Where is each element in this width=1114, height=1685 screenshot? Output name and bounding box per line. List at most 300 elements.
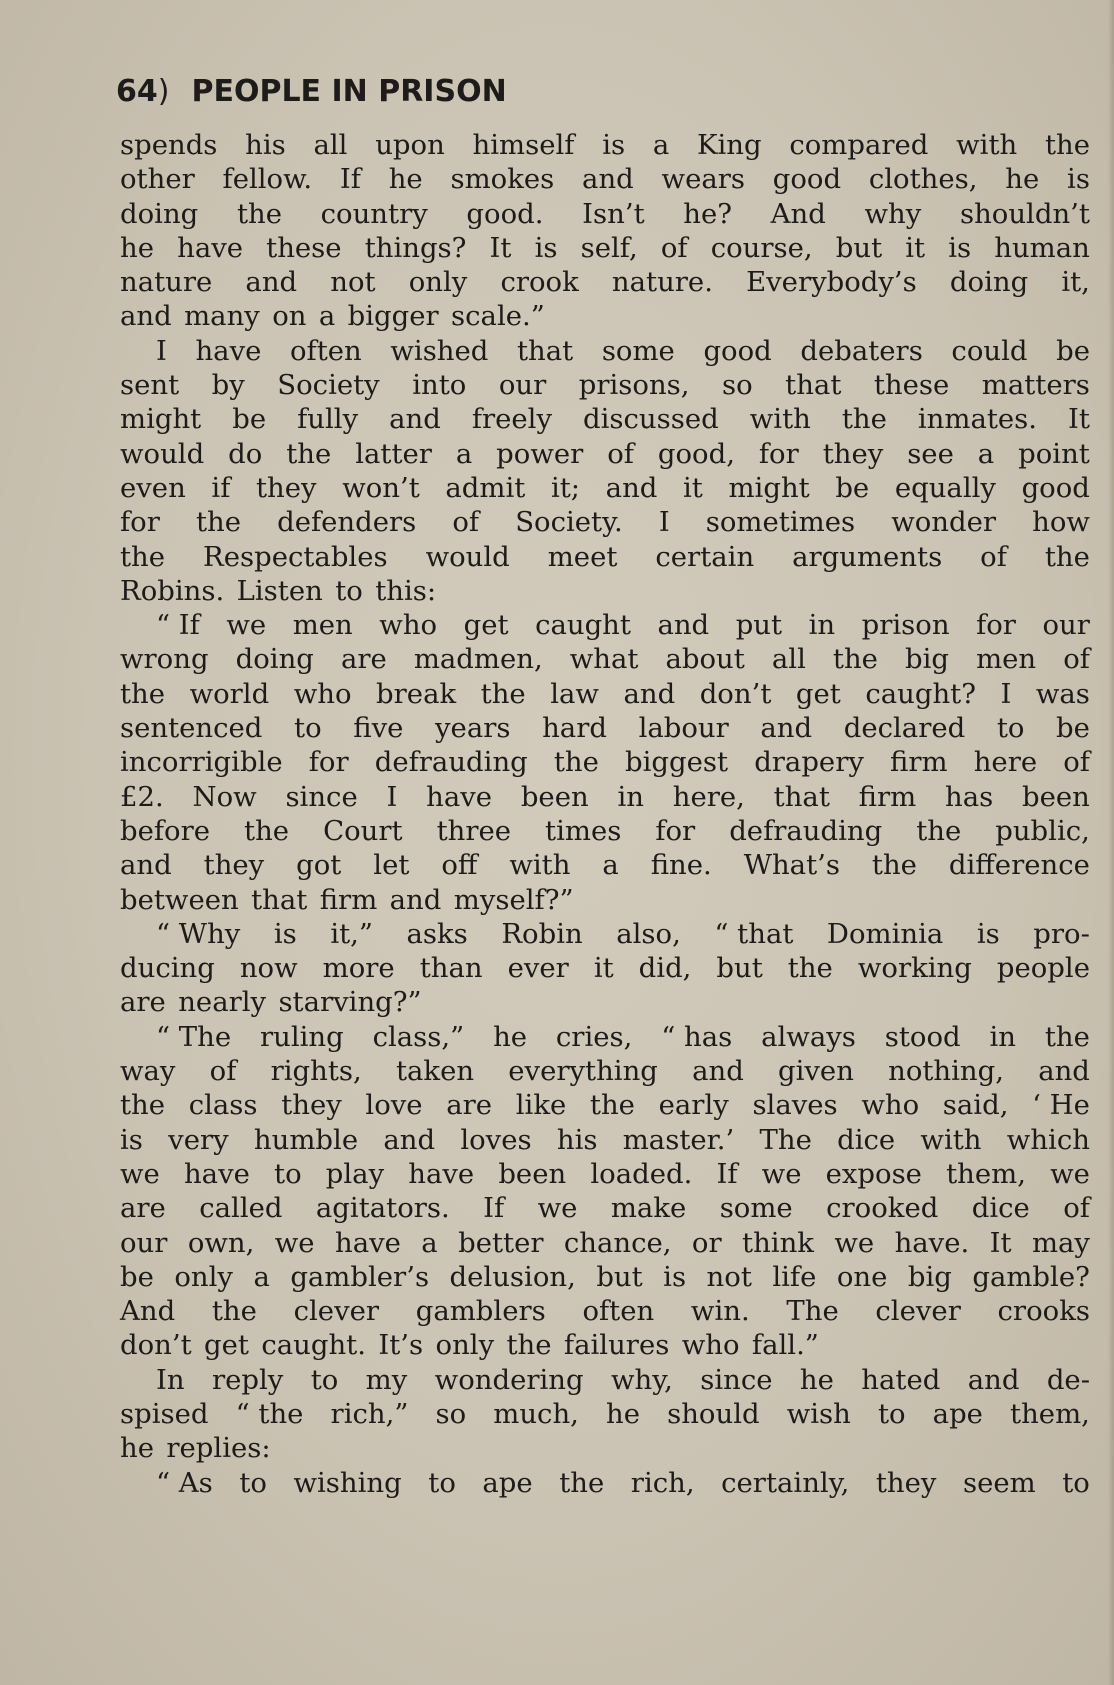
word: these <box>266 231 342 264</box>
word: ducing <box>120 952 215 985</box>
text-line <box>120 883 1090 917</box>
word: Respectables <box>203 540 388 573</box>
word: how <box>1032 506 1090 539</box>
word: with <box>749 403 811 436</box>
word: are <box>120 1192 166 1225</box>
word: who <box>293 677 352 710</box>
word: it <box>905 231 926 264</box>
word: The <box>786 1295 839 1328</box>
word: a <box>253 1260 270 1293</box>
word: got <box>296 849 342 882</box>
word: to <box>310 1363 339 1396</box>
word: who <box>861 1089 920 1122</box>
word: latter <box>355 437 432 470</box>
word: the <box>244 814 290 847</box>
word: by <box>211 369 245 402</box>
word: ‘ He <box>1032 1089 1090 1122</box>
word: doing <box>235 643 314 676</box>
text-line <box>120 1466 1090 1500</box>
text-line <box>120 780 1090 814</box>
word: ape <box>482 1466 533 1499</box>
word: not <box>706 1260 752 1293</box>
word: In <box>156 1363 185 1396</box>
word: the <box>1044 129 1090 161</box>
word: that <box>251 883 308 916</box>
word: better <box>458 1226 544 1259</box>
word: we <box>834 1226 875 1259</box>
word: in <box>808 609 836 642</box>
word: cries, <box>555 1020 633 1053</box>
word: with <box>509 849 571 882</box>
text-line <box>120 985 1090 1019</box>
word: between <box>120 883 239 916</box>
word: of <box>1063 643 1090 676</box>
word: dice <box>837 1123 896 1156</box>
word: that <box>517 334 574 367</box>
page-edge-shadow <box>1108 0 1114 1685</box>
text-line <box>120 1363 1090 1397</box>
word: we <box>1050 1157 1090 1190</box>
word: they <box>256 471 317 504</box>
word: nature <box>120 266 213 299</box>
text-line <box>120 299 1090 333</box>
text-line <box>120 711 1090 745</box>
word: prison <box>861 609 950 642</box>
word: arguments <box>792 540 943 573</box>
word: since <box>700 1363 773 1396</box>
word: fellow. <box>222 163 313 196</box>
word: for <box>120 506 160 539</box>
text-line <box>120 1431 1090 1465</box>
word: if <box>211 471 231 504</box>
word: delusion, <box>449 1260 576 1293</box>
word: Dominia <box>826 917 944 950</box>
word: the <box>480 677 526 710</box>
word: he? <box>683 197 733 230</box>
word: would <box>120 437 205 470</box>
word: so <box>722 369 753 402</box>
word: they <box>203 849 265 882</box>
word: some <box>601 334 675 367</box>
word: life <box>772 1260 817 1293</box>
word: for <box>976 609 1016 642</box>
word: not <box>330 266 376 299</box>
word: much, <box>493 1397 579 1430</box>
word: labour <box>638 712 729 745</box>
word: or <box>691 1226 722 1259</box>
word: the <box>120 540 166 573</box>
word: everything <box>508 1055 658 1088</box>
word: The <box>759 1123 812 1156</box>
word: It’s <box>378 1329 424 1362</box>
word: we <box>226 609 267 642</box>
word: things? <box>364 231 467 264</box>
word: been <box>1022 780 1090 813</box>
word: win. <box>690 1295 750 1328</box>
word: and <box>657 609 710 642</box>
word: biggest <box>625 746 729 779</box>
word: nearly <box>178 986 267 1019</box>
word: ape <box>932 1397 983 1430</box>
word: the <box>832 643 878 676</box>
word: self, <box>580 231 638 264</box>
word: taken <box>395 1055 475 1088</box>
word: certainly, <box>721 1466 850 1499</box>
word: for <box>758 437 799 470</box>
word: they <box>875 1466 937 1499</box>
word: we <box>537 1192 578 1225</box>
text-line <box>120 402 1090 436</box>
word: asks <box>406 917 468 950</box>
word: “ If <box>156 609 200 642</box>
word: King <box>696 129 762 161</box>
word: in <box>989 1020 1016 1053</box>
word: doing <box>120 197 199 230</box>
word: power <box>496 437 584 470</box>
word: but <box>596 1260 643 1293</box>
word: might <box>120 403 202 436</box>
word: good. <box>466 197 544 230</box>
word: upon <box>375 129 445 161</box>
word: make <box>610 1192 687 1225</box>
word: clothes, <box>868 163 978 196</box>
word: that <box>785 369 842 402</box>
word: he <box>493 1020 528 1053</box>
word: I <box>1000 677 1012 710</box>
word: it,” <box>330 917 373 950</box>
word: often <box>582 1295 655 1328</box>
word: own, <box>187 1226 255 1259</box>
word: fine. <box>650 849 712 882</box>
word: Court <box>323 814 403 847</box>
word: a <box>318 300 336 333</box>
word: are <box>340 643 387 676</box>
word: clever <box>875 1295 961 1328</box>
text-line <box>120 1088 1090 1122</box>
word: they <box>281 1089 342 1122</box>
word: be <box>1056 334 1090 367</box>
word: is <box>273 917 297 950</box>
text-line <box>120 231 1090 265</box>
word: and <box>1038 1055 1090 1088</box>
word: men <box>976 643 1037 676</box>
word: to <box>294 712 322 745</box>
word: don’t <box>699 677 772 710</box>
word: to <box>428 1466 456 1499</box>
word: is <box>976 917 1000 950</box>
word: I <box>386 780 398 813</box>
word: a <box>977 437 995 470</box>
word: admit <box>445 471 526 504</box>
word: “ As <box>156 1466 213 1499</box>
word: times <box>545 814 622 847</box>
text-line <box>120 677 1090 711</box>
word: debaters <box>800 334 923 367</box>
word: like <box>515 1089 567 1122</box>
word: and <box>389 403 441 436</box>
word: love <box>365 1089 423 1122</box>
word: compared <box>789 129 929 161</box>
word: are <box>446 1089 493 1122</box>
word: caught. <box>261 1329 366 1362</box>
word: public, <box>995 814 1090 847</box>
word: defrauding <box>374 746 528 779</box>
word: good, <box>657 437 735 470</box>
word: why, <box>611 1363 673 1396</box>
word: who <box>681 1329 740 1362</box>
text-line <box>120 540 1090 574</box>
text-line <box>120 1020 1090 1054</box>
word: all <box>313 129 348 161</box>
word: why <box>864 197 922 230</box>
word: What’s <box>743 849 840 882</box>
word: we <box>120 1157 160 1190</box>
word: did, <box>638 952 692 985</box>
word: fall.” <box>751 1329 819 1362</box>
word: starving?” <box>278 986 422 1019</box>
word: agitators. <box>315 1192 450 1225</box>
word: years <box>435 712 511 745</box>
word: fully <box>297 403 359 436</box>
word: he <box>120 231 154 264</box>
word: wishing <box>293 1466 402 1499</box>
running-head <box>116 72 507 112</box>
word: my <box>365 1363 408 1396</box>
word: “ the <box>235 1397 304 1430</box>
text-line <box>120 1226 1090 1260</box>
word: to <box>877 1397 906 1430</box>
word: And <box>120 1295 176 1328</box>
word: the <box>589 1089 635 1122</box>
word: be <box>835 471 870 504</box>
word: have <box>195 334 262 367</box>
word: it; <box>550 471 581 504</box>
word: law <box>550 677 599 710</box>
text-line <box>120 1294 1090 1328</box>
word: and <box>605 471 658 504</box>
word: crook <box>500 266 579 299</box>
text-line <box>120 608 1090 642</box>
word: country <box>320 197 428 230</box>
word: only <box>408 266 468 299</box>
word: the <box>871 849 917 882</box>
word: what <box>569 643 639 676</box>
word: good <box>772 163 842 196</box>
word: also, <box>616 917 681 950</box>
word: madmen, <box>413 643 543 676</box>
word: Robin <box>501 917 583 950</box>
word: now <box>239 952 298 985</box>
word: ruling <box>259 1020 344 1053</box>
word: off <box>441 849 478 882</box>
word: all <box>771 643 806 676</box>
word: failures <box>563 1329 670 1362</box>
word: of <box>980 540 1007 573</box>
word: ever <box>507 952 569 985</box>
word: master.’ <box>622 1123 735 1156</box>
word: the <box>916 814 962 847</box>
text-line <box>120 505 1090 539</box>
word: big <box>905 643 950 676</box>
word: we <box>761 1157 802 1190</box>
word: is <box>602 129 626 161</box>
word: and <box>623 677 676 710</box>
word: our <box>1042 609 1090 642</box>
word: only <box>435 1329 495 1362</box>
word: them, <box>946 1157 1026 1190</box>
word: he <box>1005 163 1040 196</box>
word: gambler’s <box>290 1260 430 1293</box>
word: to <box>274 1157 302 1190</box>
word: on <box>272 300 307 333</box>
word: have <box>177 231 244 264</box>
word: dice <box>971 1192 1030 1225</box>
word: seem <box>962 1466 1036 1499</box>
word: £2. <box>120 780 164 813</box>
word: stood <box>884 1020 961 1053</box>
word: is <box>948 231 972 264</box>
word: declared <box>843 712 966 745</box>
word: five <box>353 712 404 745</box>
word: prisons, <box>578 369 690 402</box>
word: sent <box>120 369 180 402</box>
word: I <box>156 334 167 367</box>
word: these <box>873 369 950 402</box>
word: of <box>209 1055 237 1088</box>
word: If <box>716 1157 738 1190</box>
word: meet <box>547 540 618 573</box>
word: nature. <box>611 266 713 299</box>
word: to <box>996 712 1025 745</box>
word: should <box>667 1397 760 1430</box>
word: with <box>920 1123 982 1156</box>
word: only <box>174 1260 233 1293</box>
word: doing <box>949 266 1029 299</box>
word: given <box>778 1055 854 1088</box>
word: of <box>607 437 634 470</box>
word: rights, <box>270 1055 362 1088</box>
word: slaves <box>752 1089 838 1122</box>
word: and <box>967 1363 1020 1396</box>
word: “ has <box>661 1020 733 1053</box>
word: be <box>120 1260 154 1293</box>
word: nothing, <box>888 1055 1004 1088</box>
word: often <box>289 334 362 367</box>
word: the <box>1044 540 1090 573</box>
word: class <box>188 1089 258 1122</box>
word: he <box>388 163 423 196</box>
word: point <box>1018 437 1090 470</box>
word: the <box>211 1295 257 1328</box>
word: pro- <box>1033 917 1090 950</box>
word: wish <box>786 1397 851 1430</box>
word: the <box>506 1329 552 1362</box>
word: clever <box>293 1295 380 1328</box>
word: and <box>120 300 172 333</box>
word: been <box>520 780 589 813</box>
word: and <box>760 712 813 745</box>
word: the <box>841 403 887 436</box>
word: he <box>120 1432 154 1465</box>
word: wished <box>390 334 489 367</box>
word: is <box>1067 163 1090 196</box>
word: get <box>795 677 841 710</box>
word: Everybody’s <box>746 266 917 299</box>
word: rich,” <box>330 1397 409 1430</box>
word: firm <box>319 883 378 916</box>
text-line <box>120 368 1090 402</box>
word: spends <box>120 129 218 161</box>
word: about <box>665 643 745 676</box>
word: we <box>274 1226 315 1259</box>
word: some <box>719 1192 793 1225</box>
word: reply <box>211 1363 284 1396</box>
text-line <box>120 814 1090 848</box>
word: other <box>120 163 195 196</box>
word: but <box>716 952 763 985</box>
word: Society. <box>515 506 623 539</box>
word: may <box>1031 1226 1090 1259</box>
word: would <box>425 540 510 573</box>
word: get <box>463 609 509 642</box>
word: early <box>658 1089 729 1122</box>
word: get <box>204 1329 249 1362</box>
word: they <box>822 437 884 470</box>
word: which <box>1006 1123 1090 1156</box>
text-line <box>120 197 1090 231</box>
word: and <box>692 1055 744 1088</box>
word: working <box>857 952 972 985</box>
word: the <box>1044 1020 1090 1053</box>
word: myself?” <box>453 883 574 916</box>
word: caught <box>535 609 631 642</box>
word: and <box>582 163 634 196</box>
word: been <box>498 1157 567 1190</box>
word: it <box>683 471 703 504</box>
word: hard <box>542 712 607 745</box>
word: one <box>836 1260 888 1293</box>
word: a <box>652 129 670 161</box>
word: loaded. <box>590 1157 693 1190</box>
word: a <box>421 1226 438 1259</box>
word: could <box>951 334 1028 367</box>
word: do <box>228 437 263 470</box>
page-number: 64 <box>116 74 158 109</box>
word: play <box>325 1157 385 1190</box>
text-line <box>120 642 1090 676</box>
word: scale.” <box>451 300 545 333</box>
word: a <box>602 849 619 882</box>
word: shouldn’t <box>959 197 1090 230</box>
text-line <box>120 1054 1090 1088</box>
word: the <box>236 197 282 230</box>
word: inmates. <box>917 403 1038 436</box>
word: Listen <box>236 574 323 607</box>
text-line <box>120 1397 1090 1431</box>
word: put <box>735 609 783 642</box>
word: it, <box>1061 266 1090 299</box>
word: “ that <box>714 917 794 950</box>
word: de- <box>1046 1363 1090 1396</box>
word: And <box>770 197 826 230</box>
word: with <box>956 129 1018 161</box>
running-title: PEOPLE IN PRISON <box>191 74 507 109</box>
text-line <box>120 437 1090 471</box>
word: called <box>199 1192 283 1225</box>
word: let <box>373 849 410 882</box>
word: before <box>120 814 211 847</box>
text-line <box>120 334 1090 368</box>
